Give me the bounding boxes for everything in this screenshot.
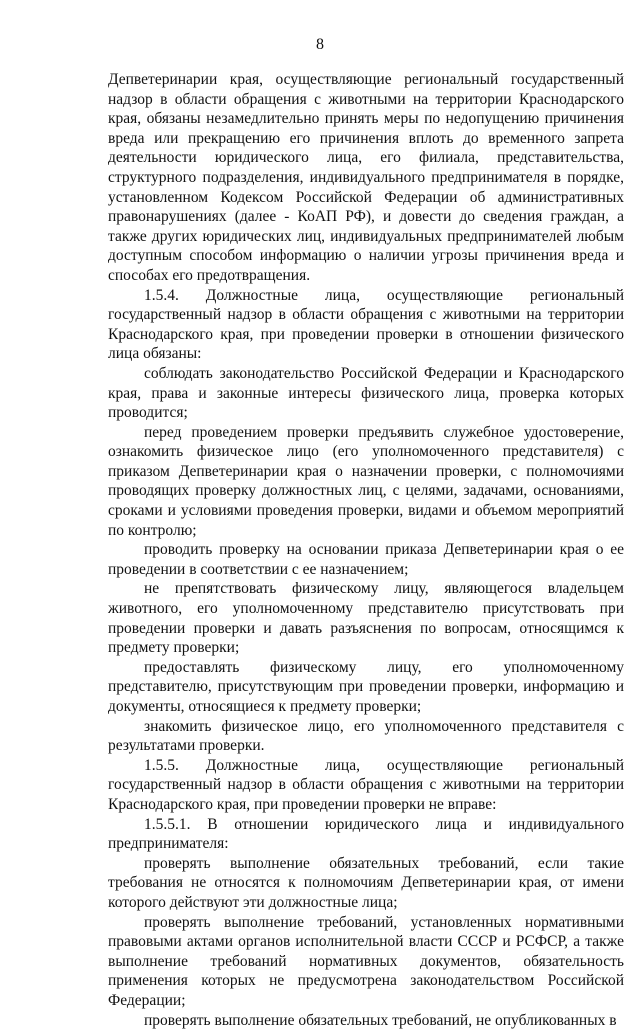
document-body bbox=[108, 70, 624, 1030]
paragraph: 1.5.5. Должностные лица, осуществляющие региональный государственный надзор в области обращения с животными на территории Краснодарского края, при проведении проверки не вправе: bbox=[108, 756, 624, 815]
paragraph: соблюдать законодательство Российской Федерации и Краснодарского края, права и законные интересы физического лица, проверка которых проводится; bbox=[108, 364, 624, 423]
paragraph: проверять выполнение обязательных требований, если такие требования не относятся к полномочиям Депветеринарии края, от имени которого действуют эти должностные лица; bbox=[108, 854, 624, 913]
paragraph: 1.5.5.1. В отношении юридического лица и индивидуального предпринимателя: bbox=[108, 815, 624, 854]
paragraph: проверять выполнение обязательных требований, не опубликованных в bbox=[108, 1011, 624, 1030]
paragraph: 1.5.4. Должностные лица, осуществляющие региональный государственный надзор в области обращения с животными на территории Краснодарского края, при проведении проверки в отношении физического лица обязаны: bbox=[108, 286, 624, 364]
page-number: 8 bbox=[0, 36, 640, 54]
paragraph: Депветеринарии края, осуществляющие региональный государственный надзор в области обращения с животными на территории Краснодарского края, обязаны незамедлительно принять меры по недопущению причинения вреда или прекращению его причинения вплоть до временного запрета деятельности юридического лица, его филиала, представительства, структурного подразделения, индивидуального предпринимателя в порядке, установленном Кодексом Российской Федерации об административных правонарушениях (далее - КоАП РФ), и довести до сведения граждан, а также других юридических лиц, индивидуальных предпринимателей любым доступным способом информацию о наличии угрозы причинения вреда и способах его предотвращения. bbox=[108, 70, 624, 286]
paragraph: предоставлять физическому лицу, его уполномоченному представителю, присутствующим при проведении проверки, информацию и документы, относящиеся к предмету проверки; bbox=[108, 658, 624, 717]
paragraph: проводить проверку на основании приказа Депветеринарии края о ее проведении в соответствии с ее назначением; bbox=[108, 540, 624, 579]
paragraph: знакомить физическое лицо, его уполномоченного представителя с результатами проверки. bbox=[108, 717, 624, 756]
paragraph: проверять выполнение требований, установленных нормативными правовыми актами органов исполнительной власти СССР и РСФСР, а также выполнение требований нормативных документов, обязательность применения которых не предусмотрена законодательством Российской Федерации; bbox=[108, 913, 624, 1011]
paragraph: перед проведением проверки предъявить служебное удостоверение, ознакомить физическое лицо (его уполномоченного представителя) с приказом Депветеринарии края о назначении проверки, с полномочиями проводящих проверку должностных лиц, с целями, задачами, основаниями, сроками и условиями проведения проверки, видами и объемом мероприятий по контролю; bbox=[108, 423, 624, 541]
paragraph: не препятствовать физическому лицу, являющегося владельцем животного, его уполномоченному представителю присутствовать при проведении проверки и давать разъяснения по вопросам, относящимся к предмету проверки; bbox=[108, 579, 624, 657]
